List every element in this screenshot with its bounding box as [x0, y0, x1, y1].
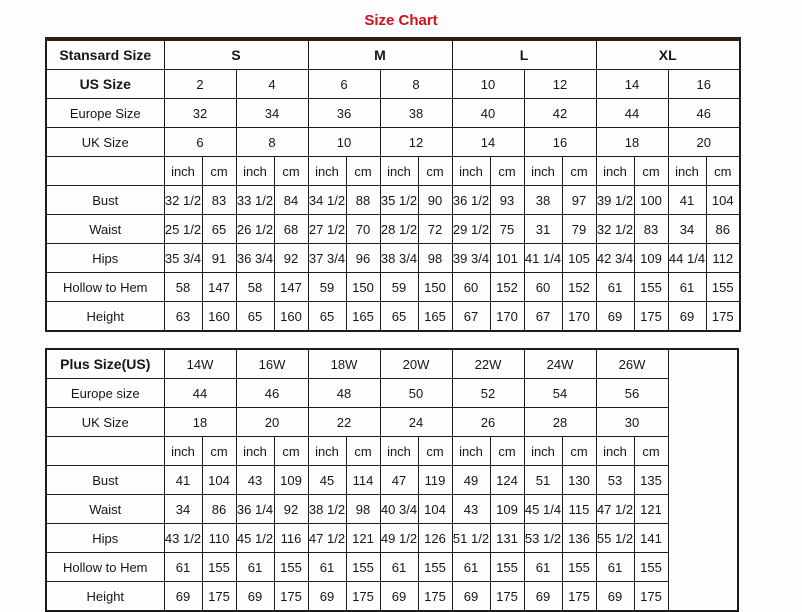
row-label: Hollow to Hem [46, 553, 164, 582]
size-value-cell: 109 [274, 466, 308, 495]
size-value-cell: 40 [452, 99, 524, 128]
size-value-cell: 130 [562, 466, 596, 495]
size-value-cell: 8 [380, 70, 452, 99]
size-value-cell: 104 [418, 495, 452, 524]
size-value-cell: 119 [418, 466, 452, 495]
size-value-cell: 43 [452, 495, 490, 524]
row-label: US Size [46, 70, 164, 99]
size-value-cell: 135 [634, 466, 668, 495]
size-value-cell: 69 [452, 582, 490, 612]
size-value-cell: 86 [202, 495, 236, 524]
size-value-cell: 98 [418, 244, 452, 273]
size-value-cell: 114 [346, 466, 380, 495]
row-label: Height [46, 582, 164, 612]
unit-header: cm [418, 437, 452, 466]
size-value-cell: 175 [634, 302, 668, 332]
size-value-cell: 150 [418, 273, 452, 302]
row-label: Hips [46, 524, 164, 553]
unit-header: inch [380, 437, 418, 466]
size-value-cell: 175 [274, 582, 308, 612]
size-value-cell: 18 [164, 408, 236, 437]
size-value-cell: 86 [706, 215, 740, 244]
size-value-cell: 115 [562, 495, 596, 524]
size-value-cell: 155 [274, 553, 308, 582]
size-value-cell: 170 [562, 302, 596, 332]
size-value-cell: 22 [308, 408, 380, 437]
size-value-cell: 36 [308, 99, 380, 128]
size-value-cell: 93 [490, 186, 524, 215]
page-title: Size Chart [364, 12, 438, 29]
size-value-cell: 37 3/4 [308, 244, 346, 273]
unit-header: inch [308, 157, 346, 186]
size-group-header: S [164, 39, 308, 70]
unit-header: cm [346, 437, 380, 466]
size-value-cell: 44 [596, 99, 668, 128]
size-value-cell: 112 [706, 244, 740, 273]
size-group-header: 24W [524, 349, 596, 379]
size-value-cell: 110 [202, 524, 236, 553]
unit-header: inch [452, 437, 490, 466]
size-value-cell: 47 [380, 466, 418, 495]
row-label [46, 157, 164, 186]
unit-header: inch [236, 157, 274, 186]
size-value-cell: 47 1/2 [308, 524, 346, 553]
size-group-header: M [308, 39, 452, 70]
size-value-cell: 58 [164, 273, 202, 302]
size-value-cell: 53 1/2 [524, 524, 562, 553]
table-row [46, 495, 738, 524]
size-value-cell: 45 1/4 [524, 495, 562, 524]
size-value-cell: 59 [380, 273, 418, 302]
size-value-cell: 175 [562, 582, 596, 612]
size-value-cell: 155 [346, 553, 380, 582]
unit-header: cm [274, 437, 308, 466]
size-value-cell: 75 [490, 215, 524, 244]
size-value-cell: 49 [452, 466, 490, 495]
row-label: Bust [46, 466, 164, 495]
size-value-cell: 61 [236, 553, 274, 582]
size-group-header: 18W [308, 349, 380, 379]
size-value-cell: 34 [668, 215, 706, 244]
row-label: UK Size [46, 128, 164, 157]
size-value-cell: 12 [524, 70, 596, 99]
size-value-cell: 104 [706, 186, 740, 215]
size-value-cell: 43 [236, 466, 274, 495]
corner-label: Stansard Size [46, 39, 164, 70]
size-value-cell: 39 1/2 [596, 186, 634, 215]
size-value-cell: 43 1/2 [164, 524, 202, 553]
table-row [46, 582, 738, 612]
size-value-cell: 141 [634, 524, 668, 553]
unit-header: cm [346, 157, 380, 186]
size-value-cell: 96 [346, 244, 380, 273]
table-row [46, 128, 740, 157]
size-group-header: 22W [452, 349, 524, 379]
size-value-cell: 25 1/2 [164, 215, 202, 244]
size-value-cell: 175 [490, 582, 524, 612]
unit-header: cm [562, 437, 596, 466]
row-label [46, 437, 164, 466]
unit-header: cm [202, 157, 236, 186]
size-value-cell: 56 [596, 379, 668, 408]
size-value-cell: 69 [524, 582, 562, 612]
empty-cell [668, 349, 738, 611]
unit-header: inch [164, 437, 202, 466]
standard-size-table [45, 37, 741, 332]
size-value-cell: 155 [562, 553, 596, 582]
size-value-cell: 58 [236, 273, 274, 302]
size-value-cell: 147 [274, 273, 308, 302]
table-row [46, 39, 740, 70]
size-value-cell: 147 [202, 273, 236, 302]
row-label: Europe size [46, 379, 164, 408]
size-value-cell: 175 [418, 582, 452, 612]
size-group-header: 14W [164, 349, 236, 379]
size-value-cell: 101 [490, 244, 524, 273]
size-value-cell: 54 [524, 379, 596, 408]
size-value-cell: 152 [490, 273, 524, 302]
size-value-cell: 61 [452, 553, 490, 582]
size-value-cell: 92 [274, 244, 308, 273]
size-value-cell: 32 1/2 [164, 186, 202, 215]
size-value-cell: 45 1/2 [236, 524, 274, 553]
size-value-cell: 105 [562, 244, 596, 273]
size-value-cell: 46 [236, 379, 308, 408]
size-value-cell: 34 [236, 99, 308, 128]
size-value-cell: 38 3/4 [380, 244, 418, 273]
size-value-cell: 104 [202, 466, 236, 495]
size-value-cell: 46 [668, 99, 740, 128]
size-value-cell: 18 [596, 128, 668, 157]
row-label: Waist [46, 495, 164, 524]
size-value-cell: 39 3/4 [452, 244, 490, 273]
size-value-cell: 20 [236, 408, 308, 437]
size-value-cell: 51 1/2 [452, 524, 490, 553]
size-value-cell: 29 1/2 [452, 215, 490, 244]
size-value-cell: 63 [164, 302, 202, 332]
size-value-cell: 67 [452, 302, 490, 332]
table-row [46, 437, 738, 466]
size-value-cell: 69 [668, 302, 706, 332]
size-value-cell: 83 [202, 186, 236, 215]
size-value-cell: 175 [202, 582, 236, 612]
size-value-cell: 10 [452, 70, 524, 99]
size-value-cell: 49 1/2 [380, 524, 418, 553]
size-value-cell: 150 [346, 273, 380, 302]
size-value-cell: 65 [308, 302, 346, 332]
size-value-cell: 16 [668, 70, 740, 99]
size-value-cell: 50 [380, 379, 452, 408]
unit-header: inch [524, 157, 562, 186]
size-value-cell: 109 [490, 495, 524, 524]
size-value-cell: 59 [308, 273, 346, 302]
table-row [46, 408, 738, 437]
row-label: Hollow to Hem [46, 273, 164, 302]
size-value-cell: 79 [562, 215, 596, 244]
size-value-cell: 34 1/2 [308, 186, 346, 215]
size-value-cell: 88 [346, 186, 380, 215]
unit-header: cm [418, 157, 452, 186]
size-value-cell: 152 [562, 273, 596, 302]
unit-header: cm [490, 437, 524, 466]
size-value-cell: 14 [452, 128, 524, 157]
table-row [46, 99, 740, 128]
size-group-header: XL [596, 39, 740, 70]
size-value-cell: 44 1/4 [668, 244, 706, 273]
size-value-cell: 69 [308, 582, 346, 612]
size-value-cell: 36 1/4 [236, 495, 274, 524]
table-row [46, 524, 738, 553]
size-value-cell: 155 [202, 553, 236, 582]
size-group-header: 16W [236, 349, 308, 379]
size-value-cell: 60 [452, 273, 490, 302]
size-value-cell: 155 [490, 553, 524, 582]
size-value-cell: 16 [524, 128, 596, 157]
size-value-cell: 61 [668, 273, 706, 302]
size-value-cell: 68 [274, 215, 308, 244]
size-value-cell: 61 [164, 553, 202, 582]
size-value-cell: 36 1/2 [452, 186, 490, 215]
size-value-cell: 170 [490, 302, 524, 332]
table-row [46, 215, 740, 244]
size-value-cell: 35 1/2 [380, 186, 418, 215]
unit-header: cm [634, 437, 668, 466]
size-value-cell: 67 [524, 302, 562, 332]
size-value-cell: 155 [634, 273, 668, 302]
size-value-cell: 6 [308, 70, 380, 99]
size-value-cell: 48 [308, 379, 380, 408]
table-row [46, 379, 738, 408]
unit-header: inch [596, 157, 634, 186]
row-label: Waist [46, 215, 164, 244]
size-value-cell: 10 [308, 128, 380, 157]
size-value-cell: 175 [634, 582, 668, 612]
plus-size-table [45, 348, 739, 612]
size-value-cell: 155 [706, 273, 740, 302]
size-value-cell: 55 1/2 [596, 524, 634, 553]
size-value-cell: 38 [524, 186, 562, 215]
size-value-cell: 26 1/2 [236, 215, 274, 244]
size-value-cell: 70 [346, 215, 380, 244]
size-value-cell: 33 1/2 [236, 186, 274, 215]
size-value-cell: 31 [524, 215, 562, 244]
size-value-cell: 14 [596, 70, 668, 99]
unit-header: cm [634, 157, 668, 186]
table-row [46, 302, 740, 332]
size-value-cell: 61 [596, 553, 634, 582]
size-value-cell: 97 [562, 186, 596, 215]
size-value-cell: 155 [418, 553, 452, 582]
size-value-cell: 84 [274, 186, 308, 215]
size-value-cell: 41 [668, 186, 706, 215]
size-value-cell: 45 [308, 466, 346, 495]
table-row [46, 244, 740, 273]
size-value-cell: 100 [634, 186, 668, 215]
size-value-cell: 20 [668, 128, 740, 157]
corner-label: Plus Size(US) [46, 349, 164, 379]
size-value-cell: 160 [274, 302, 308, 332]
size-value-cell: 28 1/2 [380, 215, 418, 244]
table-row [46, 186, 740, 215]
size-value-cell: 38 1/2 [308, 495, 346, 524]
size-value-cell: 121 [634, 495, 668, 524]
size-value-cell: 40 3/4 [380, 495, 418, 524]
size-value-cell: 42 [524, 99, 596, 128]
size-value-cell: 24 [380, 408, 452, 437]
table-row [46, 70, 740, 99]
unit-header: inch [596, 437, 634, 466]
size-value-cell: 165 [346, 302, 380, 332]
row-label: Hips [46, 244, 164, 273]
size-value-cell: 65 [202, 215, 236, 244]
size-value-cell: 61 [308, 553, 346, 582]
size-value-cell: 69 [596, 582, 634, 612]
size-value-cell: 30 [596, 408, 668, 437]
size-value-cell: 61 [596, 273, 634, 302]
unit-header: cm [706, 157, 740, 186]
size-value-cell: 69 [236, 582, 274, 612]
size-value-cell: 4 [236, 70, 308, 99]
size-value-cell: 61 [380, 553, 418, 582]
unit-header: cm [490, 157, 524, 186]
unit-header: cm [202, 437, 236, 466]
unit-header: inch [380, 157, 418, 186]
table-row [46, 273, 740, 302]
size-value-cell: 98 [346, 495, 380, 524]
size-value-cell: 69 [380, 582, 418, 612]
table-row [46, 157, 740, 186]
row-label: Bust [46, 186, 164, 215]
size-value-cell: 8 [236, 128, 308, 157]
size-value-cell: 72 [418, 215, 452, 244]
size-value-cell: 52 [452, 379, 524, 408]
size-value-cell: 27 1/2 [308, 215, 346, 244]
unit-header: cm [562, 157, 596, 186]
size-group-header: L [452, 39, 596, 70]
size-value-cell: 61 [524, 553, 562, 582]
size-value-cell: 175 [346, 582, 380, 612]
size-group-header: 20W [380, 349, 452, 379]
size-value-cell: 42 3/4 [596, 244, 634, 273]
size-value-cell: 165 [418, 302, 452, 332]
table-row [46, 553, 738, 582]
size-value-cell: 116 [274, 524, 308, 553]
unit-header: inch [236, 437, 274, 466]
unit-header: inch [524, 437, 562, 466]
unit-header: cm [274, 157, 308, 186]
table-row [46, 349, 738, 379]
size-group-header: 26W [596, 349, 668, 379]
size-value-cell: 34 [164, 495, 202, 524]
size-value-cell: 51 [524, 466, 562, 495]
size-value-cell: 155 [634, 553, 668, 582]
size-value-cell: 65 [380, 302, 418, 332]
table-row [46, 466, 738, 495]
size-value-cell: 136 [562, 524, 596, 553]
size-value-cell: 28 [524, 408, 596, 437]
size-value-cell: 41 1/4 [524, 244, 562, 273]
size-value-cell: 36 3/4 [236, 244, 274, 273]
unit-header: inch [668, 157, 706, 186]
size-value-cell: 65 [236, 302, 274, 332]
size-value-cell: 44 [164, 379, 236, 408]
size-value-cell: 32 [164, 99, 236, 128]
size-value-cell: 109 [634, 244, 668, 273]
size-value-cell: 121 [346, 524, 380, 553]
row-label: Height [46, 302, 164, 332]
size-value-cell: 69 [164, 582, 202, 612]
size-value-cell: 6 [164, 128, 236, 157]
unit-header: inch [308, 437, 346, 466]
unit-header: inch [164, 157, 202, 186]
size-value-cell: 2 [164, 70, 236, 99]
size-value-cell: 32 1/2 [596, 215, 634, 244]
size-value-cell: 26 [452, 408, 524, 437]
size-value-cell: 60 [524, 273, 562, 302]
size-value-cell: 47 1/2 [596, 495, 634, 524]
size-value-cell: 160 [202, 302, 236, 332]
size-value-cell: 69 [596, 302, 634, 332]
unit-header: inch [452, 157, 490, 186]
size-value-cell: 53 [596, 466, 634, 495]
size-value-cell: 35 3/4 [164, 244, 202, 273]
size-value-cell: 12 [380, 128, 452, 157]
size-value-cell: 131 [490, 524, 524, 553]
size-value-cell: 124 [490, 466, 524, 495]
size-value-cell: 126 [418, 524, 452, 553]
size-value-cell: 41 [164, 466, 202, 495]
size-value-cell: 92 [274, 495, 308, 524]
size-value-cell: 91 [202, 244, 236, 273]
size-value-cell: 175 [706, 302, 740, 332]
size-value-cell: 90 [418, 186, 452, 215]
row-label: UK Size [46, 408, 164, 437]
size-value-cell: 83 [634, 215, 668, 244]
size-value-cell: 38 [380, 99, 452, 128]
row-label: Europe Size [46, 99, 164, 128]
